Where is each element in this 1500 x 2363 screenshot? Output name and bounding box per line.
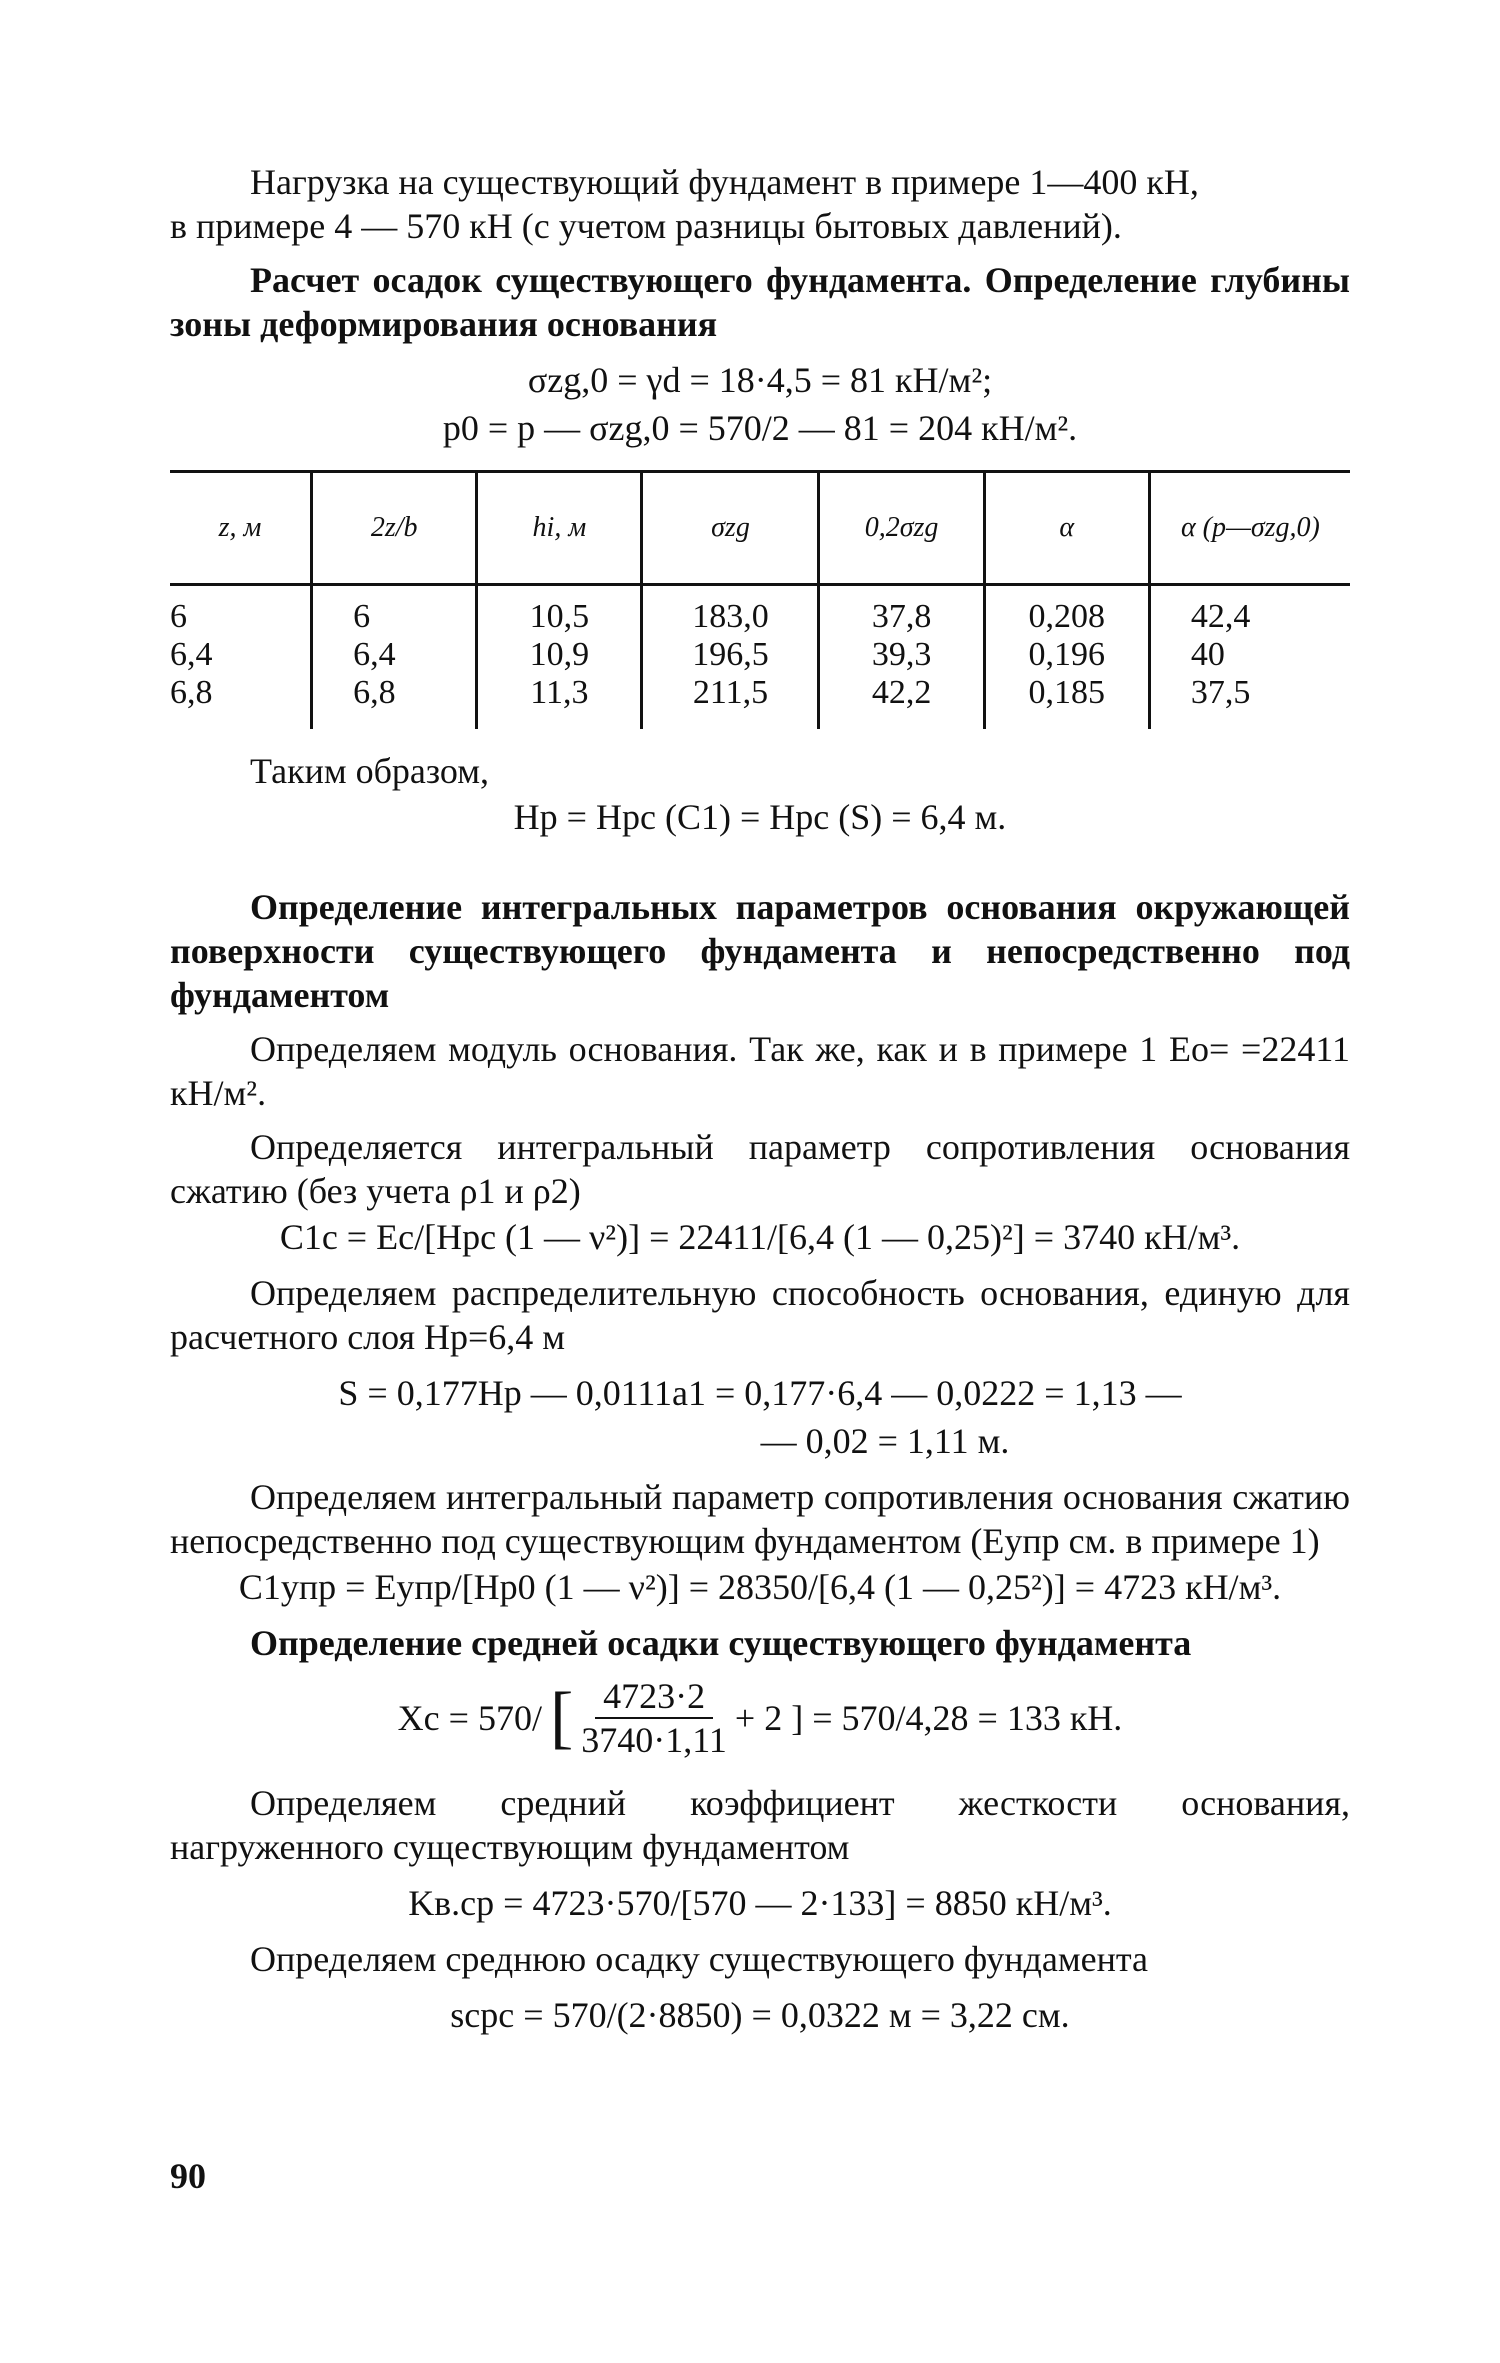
section1-heading: Расчет осадок существующего фундамента. Определение глубины зоны деформирования основания xyxy=(170,260,1350,344)
formula-scp: scpc = 570/(2·8850) = 0,0322 м = 3,22 см. xyxy=(450,1995,1070,2035)
section3-heading: Определение средней осадки существующего фундамента xyxy=(250,1623,1192,1663)
formula-sigma-zg: σzg,0 = γd = 18·4,5 = 81 кН/м²; xyxy=(527,360,993,400)
section2-heading: Определение интегральных параметров основания окружающей поверхности существующего фундамента и непосредственно под фундаментом xyxy=(170,887,1350,1015)
table-row xyxy=(170,585,1350,730)
table-header: σzg xyxy=(642,472,819,585)
formula-s-line-2: — 0,02 = 1,11 м. xyxy=(760,1421,1010,1461)
bracket-open: [ xyxy=(549,1679,574,1756)
table-cell-alpha-p xyxy=(1149,585,1350,730)
section3-paragraph-2: Определяем среднюю осадку существующего фундамента xyxy=(250,1939,1148,1979)
table-header: α xyxy=(984,472,1149,585)
table-header-row xyxy=(170,472,1350,585)
thus-label: Таким образом, xyxy=(250,751,490,791)
cell-value: 183,0 xyxy=(692,598,769,635)
table-header: 2z/b xyxy=(312,472,477,585)
formula-c1upr: C1упр = Eупр/[Hp0 (1 — ν²)] = 28350/[6,4 (1 — 0,25²)] = 4723 кН/м³. xyxy=(238,1567,1282,1607)
cell-value: 6,4 xyxy=(170,636,213,673)
cell-value: 37,8 xyxy=(871,598,932,635)
cell-value: 11,3 xyxy=(530,674,589,711)
cell-value: 196,5 xyxy=(692,636,769,673)
section2-paragraph-2: Определяется интегральный параметр сопротивления основания сжатию (без учета ρ1 и ρ2) xyxy=(170,1127,1350,1211)
cell-value: 42,2 xyxy=(871,674,932,711)
page-number: 90 xyxy=(170,2156,206,2196)
cell-value: 6,4 xyxy=(353,636,396,673)
fraction xyxy=(581,1675,727,1761)
cell-value: 39,3 xyxy=(871,636,932,673)
formula-xc-left: Xc = 570/ xyxy=(397,1698,542,1738)
table-cell-alpha xyxy=(984,585,1149,730)
table-header: 0,2σzg xyxy=(819,472,984,585)
section3-paragraph-1: Определяем средний коэффициент жесткости основания, нагруженного существующим фундаментом xyxy=(170,1783,1350,1867)
table-header: hi, м xyxy=(477,472,642,585)
intro-line-2: в примере 4 — 570 кН (с учетом разницы бытовых давлений). xyxy=(170,206,1122,246)
cell-value: 6 xyxy=(353,598,371,635)
cell-value: 6,8 xyxy=(170,674,213,711)
section2-paragraph-1: Определяем модуль основания. Так же, как и в примере 1 Eо= =22411 кН/м². xyxy=(170,1029,1350,1113)
intro-line-1: Нагрузка на существующий фундамент в примере 1—400 кН, xyxy=(250,162,1199,202)
cell-value: 37,5 xyxy=(1190,674,1251,711)
table-cell-z xyxy=(170,585,312,730)
cell-value: 10,5 xyxy=(529,598,590,635)
section2-paragraph-3: Определяем распределительную способность основания, единую для расчетного слоя Hp=6,4 м xyxy=(170,1273,1350,1357)
fraction-denominator: 3740·1,11 xyxy=(581,1720,727,1760)
section2-paragraph-4: Определяем интегральный параметр сопротивления основания сжатию непосредственно под существующим фундаментом (Eупр см. в примере 1) xyxy=(170,1477,1350,1561)
cell-value: 211,5 xyxy=(692,674,769,711)
formula-xc-right: + 2 ] = 570/4,28 = 133 кН. xyxy=(734,1698,1123,1738)
cell-value: 42,4 xyxy=(1190,598,1251,635)
table-cell-02sigma xyxy=(819,585,984,730)
formula-xc xyxy=(170,1675,1350,1761)
cell-value: 6 xyxy=(170,598,187,635)
table-header: z, м xyxy=(170,472,312,585)
formula-kvsr: Kв.ср = 4723·570/[570 — 2·133] = 8850 кН/м³. xyxy=(408,1883,1112,1923)
formula-s-line-1: S = 0,177Hp — 0,0111a1 = 0,177·6,4 — 0,0222 = 1,13 — xyxy=(338,1373,1182,1413)
table-header: α (p—σzg,0) xyxy=(1149,472,1350,585)
cell-value: 40 xyxy=(1190,636,1225,673)
formula-hp: Hp = Hpc (C1) = Hpc (S) = 6,4 м. xyxy=(513,797,1007,837)
formula-p0: p0 = p — σzg,0 = 570/2 — 81 = 204 кН/м². xyxy=(442,408,1078,448)
cell-value: 0,196 xyxy=(1028,636,1105,673)
table-cell-hi xyxy=(477,585,642,730)
fraction-numerator: 4723·2 xyxy=(595,1675,713,1719)
formula-c1c: C1c = Ec/[Hpc (1 — ν²)] = 22411/[6,4 (1 — 0,25)²] = 3740 кН/м³. xyxy=(279,1217,1241,1257)
calculation-table xyxy=(170,470,1350,729)
page-content xyxy=(170,160,1350,2039)
cell-value: 0,208 xyxy=(1028,598,1105,635)
cell-value: 10,9 xyxy=(529,636,590,673)
cell-value: 0,185 xyxy=(1028,674,1105,711)
cell-value: 6,8 xyxy=(353,674,396,711)
table-cell-2zb xyxy=(312,585,477,730)
table-cell-sigma-zg xyxy=(642,585,819,730)
